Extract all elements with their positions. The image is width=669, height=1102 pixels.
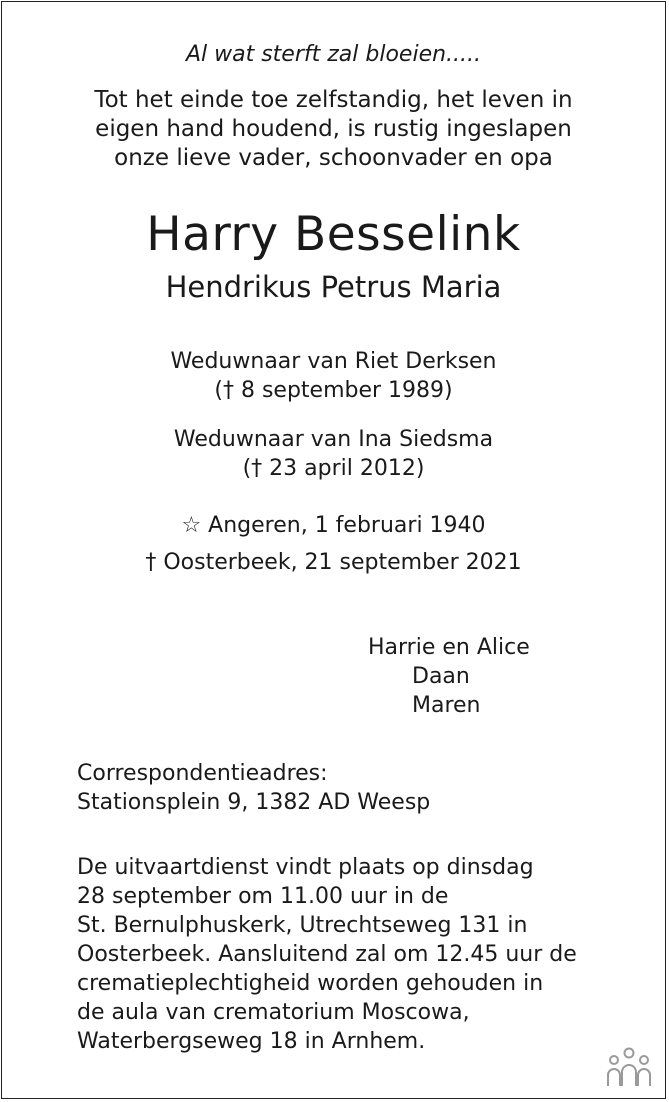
deceased-full-name: Hendrikus Petrus Maria — [165, 270, 502, 304]
intro-line: onze lieve vader, schoonvader en opa — [114, 145, 553, 171]
service-line: St. Bernulphuskerk, Utrechtseweg 131 in — [77, 913, 528, 938]
intro-line: eigen hand houdend, is rustig ingeslapen — [95, 116, 572, 142]
intro-text — [2, 86, 665, 173]
deceased-name: Harry Besselink — [146, 207, 521, 262]
service-line: Oosterbeek. Aansluitend zal om 12.45 uur de — [77, 942, 577, 967]
widower-death-date: († 8 september 1989) — [214, 378, 453, 403]
service-line: de aula van crematorium Moscowa, — [77, 1000, 470, 1025]
intro-line: Tot het einde toe zelfstandig, het leven in — [94, 87, 573, 113]
family-member: Maren — [412, 693, 481, 718]
family-member: Harrie en Alice — [368, 635, 530, 660]
family-people-icon — [603, 1046, 655, 1088]
service-line: crematieplechtigheid worden gehouden in — [77, 971, 544, 996]
service-line: De uitvaartdienst vindt plaats op dinsdag — [77, 855, 534, 880]
widower-block — [2, 347, 665, 405]
life-dates — [2, 507, 665, 581]
correspondence-label: Correspondentieadres: — [77, 761, 328, 786]
death-line: † Oosterbeek, 21 september 2021 — [145, 550, 522, 575]
widower-block — [2, 425, 665, 483]
family-names — [368, 633, 530, 720]
service-line: Waterbergseweg 18 in Arnhem. — [77, 1029, 426, 1054]
service-details — [77, 853, 577, 1056]
correspondence-address — [77, 759, 430, 817]
service-line: 28 september om 11.00 uur in de — [77, 884, 449, 909]
birth-line: ☆ Angeren, 1 februari 1940 — [181, 513, 486, 538]
widower-death-date: († 23 april 2012) — [242, 456, 425, 481]
widower-line: Weduwnaar van Riet Derksen — [170, 349, 497, 374]
family-member: Daan — [412, 664, 470, 689]
obituary-card — [1, 1, 666, 1099]
motto: Al wat sterft zal bloeien..... — [185, 42, 482, 67]
correspondence-address-line: Stationsplein 9, 1382 AD Weesp — [77, 790, 431, 815]
widower-line: Weduwnaar van Ina Siedsma — [173, 427, 494, 452]
